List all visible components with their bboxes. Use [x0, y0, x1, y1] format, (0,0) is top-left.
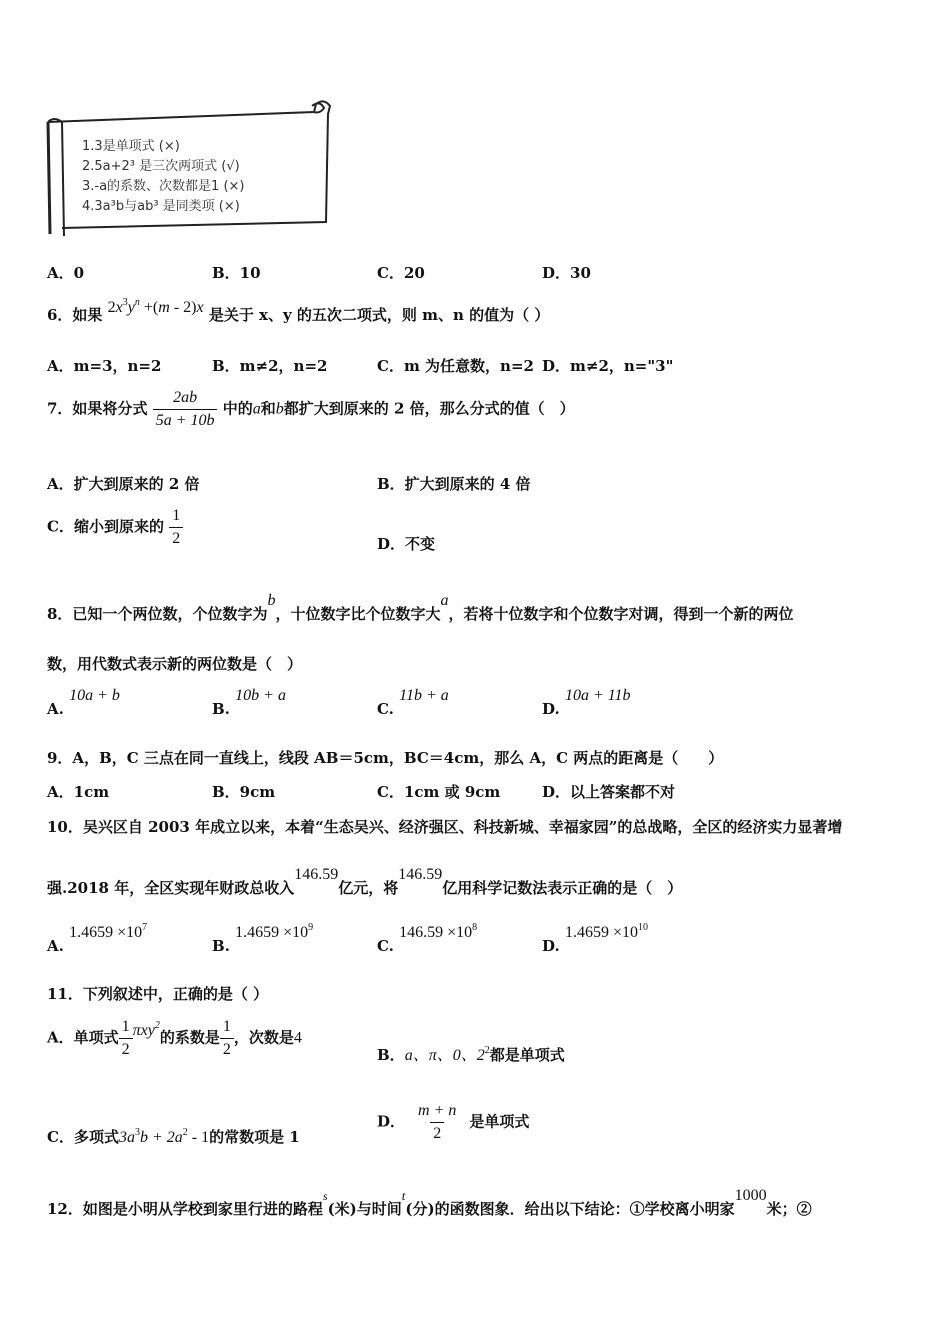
q8-var-a: a: [440, 592, 449, 609]
q8-option-a-label: A.: [47, 700, 64, 718]
q10-option-d-exp: 10: [637, 922, 648, 933]
q5-option-b[interactable]: B．10: [212, 264, 261, 282]
q9-option-a[interactable]: A．1cm: [47, 783, 110, 801]
q10-option-d-label: D.: [542, 937, 560, 955]
q7-mid2: 和: [260, 399, 276, 418]
q12-text-1: 12．如图是小明从学校到家里行进的路程: [47, 1200, 323, 1218]
q11-b-math: a、π、0、2: [404, 1047, 485, 1064]
q7-option-b[interactable]: B．扩大到原来的 4 倍: [377, 475, 531, 493]
q6-suffix: 是关于 x、y 的五次二项式，则 m、n 的值为（ ）: [208, 306, 550, 324]
q8-option-a-math: 10a + b: [69, 687, 120, 704]
q11-d-fraction-den: 2: [430, 1122, 444, 1143]
q11-option-c[interactable]: [47, 1126, 300, 1147]
q8-option-c-math: 11b + a: [399, 687, 449, 704]
q11-d-fraction-num: m + n: [418, 1102, 457, 1119]
q7-var-a: a: [252, 400, 261, 418]
question-12: [47, 1187, 812, 1219]
q11-option-a[interactable]: [47, 1018, 302, 1059]
question-8-line1: [47, 592, 794, 624]
question-9: 9．A，B，C 三点在同一直线上，线段 AB＝5cm，BC＝4cm，那么 A，C 两点的距离是（ ）: [47, 749, 724, 767]
q10-option-b-base: 1.4659 ×10: [235, 924, 309, 941]
q9-option-d[interactable]: D．以上答案都不对: [542, 783, 676, 801]
q10-option-c-label: C.: [377, 937, 394, 955]
q11-a-coef-num: 1: [222, 1018, 231, 1035]
q10-option-b-exp: 9: [308, 922, 314, 933]
q7-prefix: 7．如果将分式: [47, 399, 148, 418]
q5-option-d[interactable]: D．30: [542, 264, 591, 282]
q10-text-2: 亿元，将: [338, 879, 399, 897]
q7-option-c-label: C．缩小到原来的: [47, 517, 164, 536]
q10-option-a-base: 1.4659 ×10: [69, 924, 143, 941]
q11-c-suffix: 的常数项是 1: [209, 1128, 300, 1146]
q8-option-d[interactable]: [542, 687, 631, 719]
q10-option-b-label: B.: [212, 937, 230, 955]
q11-option-b[interactable]: [377, 1042, 565, 1065]
q7-fraction-numerator: 2ab: [173, 389, 198, 406]
q11-b-suffix: 都是单项式: [489, 1046, 565, 1064]
q6-option-d[interactable]: D．m≠2，n="3": [542, 357, 674, 375]
q8-option-b-math: 10b + a: [235, 687, 286, 704]
q8-var-b: b: [267, 592, 276, 609]
q11-a-degree: 4: [293, 1029, 302, 1047]
q11-c-math-2: b + 2a: [139, 1129, 183, 1146]
q7-option-c-fraction: [169, 507, 183, 548]
q6-prefix: 6．如果: [47, 306, 103, 324]
q11-a-term-exp: 2: [154, 1019, 160, 1031]
q5-option-a[interactable]: A．0: [47, 264, 85, 282]
scroll-note-item: 4.3a³b与ab³ 是同类项 (×): [82, 199, 240, 214]
q11-a-fraction-den: 2: [119, 1038, 133, 1059]
q11-d-fraction: [415, 1102, 459, 1143]
q12-var-t: t: [401, 1188, 406, 1203]
q11-option-b-label: B．: [377, 1046, 405, 1064]
q10-option-c-exp: 8: [472, 922, 478, 933]
q11-a-mid: 的系数是: [159, 1028, 220, 1047]
q10-option-d-base: 1.4659 ×10: [564, 924, 638, 941]
q7-var-b: b: [275, 400, 284, 418]
q11-c-math-3: - 1: [191, 1129, 210, 1146]
q11-a-term: πxy: [132, 1021, 155, 1039]
q11-d-suffix: 是单项式: [469, 1112, 530, 1131]
q7-option-c[interactable]: [47, 507, 183, 548]
q10-value-2: 146.59: [398, 866, 443, 883]
q12-text-2: (米)与时间: [327, 1200, 402, 1218]
q11-option-d-label: D．: [377, 1112, 406, 1131]
q7-option-c-numerator: 1: [172, 507, 181, 524]
q8-text-2: ，十位数字比个位数字大: [275, 605, 441, 623]
q9-option-c[interactable]: C．1cm 或 9cm: [377, 783, 501, 801]
scroll-note-item: 1.3是单项式 (×): [82, 139, 180, 154]
q7-fraction-denominator: 5a + 10b: [153, 409, 218, 430]
q7-fraction: [153, 389, 218, 430]
q11-b-exp: 2: [484, 1045, 490, 1056]
q10-text-3: 亿用科学记数法表示正确的是（ ）: [442, 879, 683, 897]
q11-a-coef-den: 2: [220, 1038, 234, 1059]
q12-var-s: s: [322, 1189, 328, 1203]
question-6: [47, 297, 550, 325]
q11-a-fraction: [119, 1018, 133, 1059]
question-8-line2: 数，用代数式表示新的两位数是（ ）: [47, 655, 303, 673]
q6-expression: $2x^3y^n +(m - 2)x$: [107, 297, 204, 316]
q11-a-fraction-num: 1: [121, 1018, 130, 1035]
q11-c-math-1: 3a: [118, 1129, 135, 1146]
q8-text-3: ，若将十位数字和个位数字对调，得到一个新的两位: [448, 605, 794, 623]
q6-option-a[interactable]: A．m=3，n=2: [47, 357, 162, 375]
q12-text-4: 米；②: [766, 1200, 812, 1218]
q8-option-b-label: B.: [212, 700, 230, 718]
q10-option-c-base: 146.59 ×10: [399, 924, 473, 941]
q8-text-1: 8．已知一个两位数，个位数字为: [47, 605, 268, 623]
q7-mid1: 中的: [222, 399, 253, 418]
q7-option-a[interactable]: A．扩大到原来的 2 倍: [47, 475, 200, 493]
q9-option-b[interactable]: B．9cm: [212, 783, 276, 801]
q11-c-exp-2: 2: [182, 1127, 188, 1138]
q6-option-b[interactable]: B．m≠2，n=2: [212, 357, 328, 375]
q12-value: 1000: [734, 1187, 767, 1204]
q11-option-a-label: A．单项式: [47, 1028, 119, 1047]
scroll-note-item: 3.-a的系数、次数都是1 (×): [82, 179, 245, 194]
q10-option-a-label: A.: [47, 937, 64, 955]
scroll-note-item: 2.5a+2³ 是三次两项式 (√): [82, 159, 240, 174]
q8-option-d-label: D.: [542, 700, 560, 718]
q10-value-1: 146.59: [294, 866, 339, 883]
q7-option-d[interactable]: D．不变: [377, 535, 436, 553]
q8-option-b[interactable]: [212, 687, 286, 719]
q11-option-c-label: C．多项式: [47, 1128, 119, 1146]
q11-c-exp-1: 3: [134, 1127, 140, 1138]
q8-option-a[interactable]: [47, 687, 120, 719]
q8-option-c[interactable]: [377, 687, 449, 719]
question-10-line2: [47, 866, 683, 898]
q8-option-c-label: C.: [377, 700, 394, 718]
q7-option-c-denominator: 2: [169, 527, 183, 548]
q11-option-d[interactable]: [377, 1102, 529, 1143]
q5-option-c[interactable]: C．20: [377, 264, 425, 282]
question-11: 11．下列叙述中，正确的是（ ）: [47, 985, 269, 1003]
q11-a-coef-fraction: [220, 1018, 234, 1059]
q10-text-1: 强.2018 年，全区实现年财政总收入: [47, 879, 295, 897]
q10-option-a-exp: 7: [142, 922, 148, 933]
q11-a-mid2: ，次数是: [233, 1028, 294, 1047]
q6-option-c[interactable]: C．m 为任意数，n=2: [377, 357, 534, 375]
q12-text-3: (分)的函数图象．给出以下结论：①学校离小明家: [405, 1200, 735, 1218]
q8-option-d-math: 10a + 11b: [564, 687, 631, 704]
question-10-line1: 10．吴兴区自 2003 年成立以来，本着“生态吴兴、经济强区、科技新城、幸福家园”的总战略，全区的经济实力显著增: [47, 818, 843, 836]
question-7: [47, 389, 575, 430]
q7-suffix: 都扩大到原来的 2 倍，那么分式的值（ ）: [283, 399, 575, 418]
